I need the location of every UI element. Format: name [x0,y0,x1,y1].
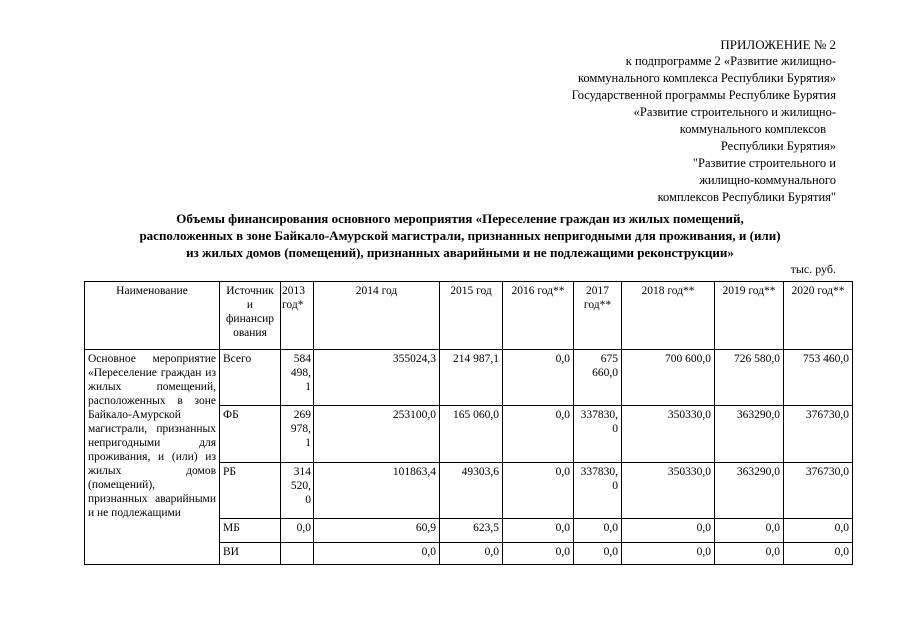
value-cell: 355024,3 [314,350,440,406]
value-cell: 0,0 [715,518,784,542]
title-line: из жилых домов (помещений), признанных аварийными и не подлежащими реконструкции» [186,245,734,260]
appendix-line: ПРИЛОЖЕНИЕ № 2 [720,37,836,52]
value-cell: 0,0 [314,542,440,564]
source-cell: Всего [220,350,281,406]
value-cell: 363290,0 [715,462,784,518]
value-cell: 753 460,0 [784,350,853,406]
table-row [85,350,853,406]
value-cell: 49303,6 [440,462,503,518]
value-cell: 337830, 0 [574,406,622,462]
appendix-line: комплексов Республики Бурятия" [657,190,836,204]
value-cell: 0,0 [503,518,574,542]
value-cell: 0,0 [503,350,574,406]
value-cell: 376730,0 [784,406,853,462]
value-cell [281,542,314,564]
value-cell: 0,0 [440,542,503,564]
appendix-header [572,36,836,206]
header-2014: 2014 год [314,282,440,350]
value-cell: 337830, 0 [574,462,622,518]
value-cell: 0,0 [715,542,784,564]
value-cell: 350330,0 [622,406,715,462]
header-2019: 2019 год** [715,282,784,350]
header-name: Наименование [85,282,220,350]
header-2016: 2016 год** [503,282,574,350]
value-cell: 584 498, 1 [281,350,314,406]
header-2015: 2015 год [440,282,503,350]
value-cell: 253100,0 [314,406,440,462]
source-cell: МБ [220,518,281,542]
header-2017: 2017 год** [574,282,622,350]
value-cell: 314 520, 0 [281,462,314,518]
value-cell: 0,0 [503,542,574,564]
units-label: тыс. руб. [790,262,836,276]
value-cell: 0,0 [574,518,622,542]
value-cell: 0,0 [503,406,574,462]
value-cell: 675 660,0 [574,350,622,406]
value-cell: 363290,0 [715,406,784,462]
financing-table [84,281,853,565]
header-2013: 2013 год* [281,282,314,350]
value-cell: 214 987,1 [440,350,503,406]
value-cell: 350330,0 [622,462,715,518]
value-cell: 0,0 [622,542,715,564]
title-line: расположенных в зоне Байкало-Амурской магистрали, признанных непригодными для проживания, и (или) [139,228,781,243]
header-2020: 2020 год** [784,282,853,350]
document-title [60,210,860,261]
appendix-line: коммунального комплекса Республики Бурятия» [577,71,836,85]
appendix-line: к подпрограмме 2 «Развитие жилищно- [625,54,836,68]
value-cell: 623,5 [440,518,503,542]
appendix-line: «Развитие строительного и жилищно- [633,105,836,119]
value-cell: 60,9 [314,518,440,542]
value-cell: 0,0 [784,542,853,564]
header-2018: 2018 год** [622,282,715,350]
value-cell: 0,0 [503,462,574,518]
appendix-line: Республики Бурятия» [720,139,836,153]
appendix-line: жилищно-коммунального [699,173,836,187]
source-cell: РБ [220,462,281,518]
header-source: Источник и финансир ования [220,282,281,350]
value-cell: 376730,0 [784,462,853,518]
value-cell: 0,0 [784,518,853,542]
source-cell: ВИ [220,542,281,564]
appendix-line: коммунального комплексов [679,122,826,136]
measure-name-cell: Основное мероприятие «Переселение граждан из жилых помещений, расположенных в зоне Байкало-Амурской магистрали, признанных непригодными для проживания, и (или) из жилых домов (помещений), признанных аварийными и не подлежащими [85,350,220,565]
value-cell: 0,0 [281,518,314,542]
appendix-line: "Развитие строительного и [692,156,836,170]
source-cell: ФБ [220,406,281,462]
value-cell: 165 060,0 [440,406,503,462]
value-cell: 726 580,0 [715,350,784,406]
title-line: Объемы финансирования основного мероприятия «Переселение граждан из жилых помещений, [176,211,744,226]
value-cell: 0,0 [622,518,715,542]
value-cell: 101863,4 [314,462,440,518]
value-cell: 700 600,0 [622,350,715,406]
appendix-line: Государственной программы Республике Бурятия [571,88,836,102]
value-cell: 0,0 [574,542,622,564]
table-header-row [85,282,853,350]
value-cell: 269 978, 1 [281,406,314,462]
